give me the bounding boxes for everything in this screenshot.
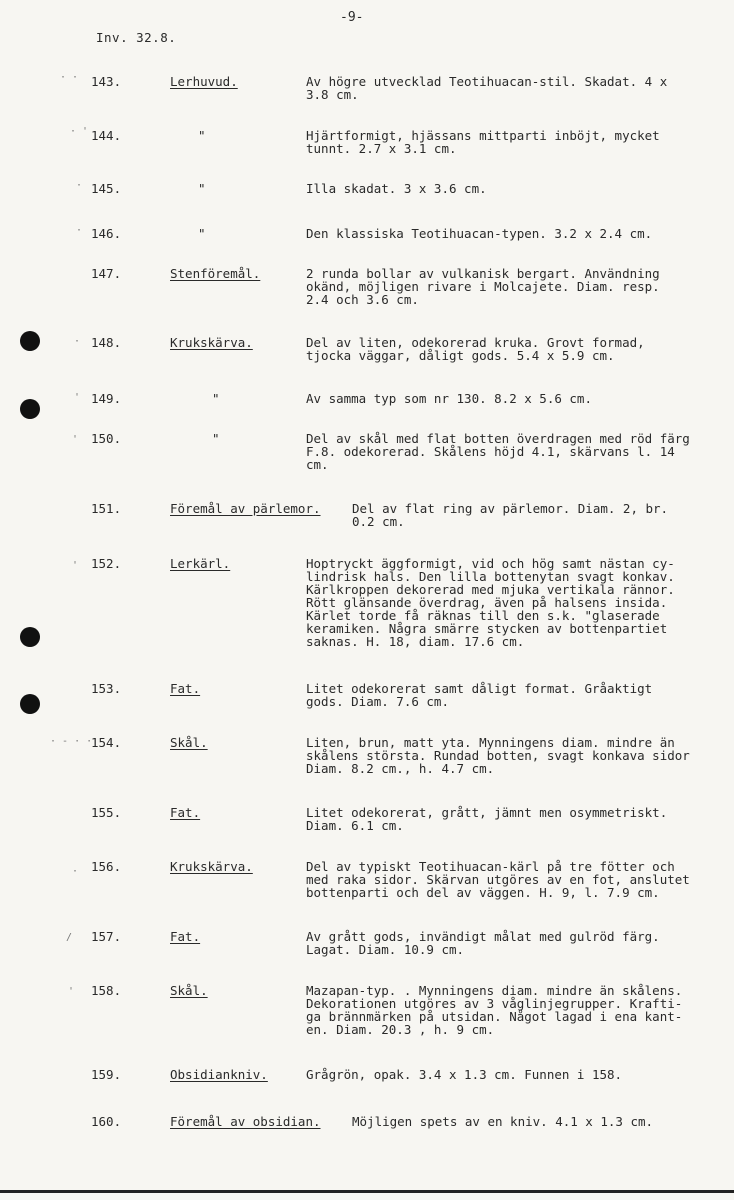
entry-description: Del av skål med flat botten överdragen med röd färg F.8. odekorerad. Skålens höjd 4.1, skärvans l. 14 cm.	[306, 431, 690, 472]
entry-number: 147.	[91, 266, 122, 281]
entry-number: 152.	[91, 556, 122, 571]
entry-number: 153.	[91, 681, 122, 696]
entry-title: Fat.	[170, 681, 201, 696]
inventory-reference: Inv. 32.8.	[96, 30, 177, 45]
entry-title: Föremål av obsidian.	[170, 1114, 321, 1129]
entry-description: Hoptryckt äggformigt, vid och hög samt nästan cy- lindrisk hals. Den lilla bottenytan svagt konkav. Kärlkroppen dekorerad med mjuka vertikala rännor. Rött glänsande överdrag, även på halsens insida. Kärlet torde få räknas till den s.k. "glaserade keramiken. Några smärre stycken av bottenpartiet saknas. H. 18, diam. 17.6 cm.	[306, 556, 675, 649]
entry-description: Av högre utvecklad Teotihuacan-stil. Skadat. 4 x 3.8 cm.	[306, 74, 668, 102]
entry-number: 160.	[91, 1114, 122, 1129]
punch-hole	[20, 399, 40, 419]
entry-number: 154.	[91, 735, 122, 750]
entry-number: 143.	[91, 74, 122, 89]
entry-number: 159.	[91, 1067, 122, 1082]
margin-mark: '	[72, 560, 79, 571]
entry-description: Liten, brun, matt yta. Mynningens diam. mindre än skålens största. Rundad botten, svagt konkava sidor Diam. 8.2 cm., h. 4.7 cm.	[306, 735, 690, 776]
page-bottom-edge	[0, 1190, 734, 1193]
entry-description: Av samma typ som nr 130. 8.2 x 5.6 cm.	[306, 391, 592, 406]
entry-description: Mazapan-typ. . Mynningens diam. mindre än skålens. Dekorationen utgöres av 3 våglinjegrupper. Krafti- ga brännmärken på utsidan. Något lagad i ena kant- en. Diam. 20.3 , h. 9 cm.	[306, 983, 683, 1037]
entry-title: Skål.	[170, 735, 208, 750]
punch-hole	[20, 694, 40, 714]
punch-hole	[20, 331, 40, 351]
margin-mark: · ·	[60, 72, 79, 83]
entry-description: Möjligen spets av en kniv. 4.1 x 1.3 cm.	[352, 1114, 654, 1129]
ditto-mark: "	[198, 181, 206, 196]
entry-description: Del av flat ring av pärlemor. Diam. 2, br. 0.2 cm.	[352, 501, 669, 529]
entry-title: Fat.	[170, 929, 201, 944]
entry-title: Föremål av pärlemor.	[170, 501, 321, 516]
entry-number: 158.	[91, 983, 122, 998]
ditto-mark: "	[212, 391, 220, 406]
entry-title: Obsidiankniv.	[170, 1067, 268, 1082]
margin-mark: ·	[72, 866, 79, 877]
entry-title: Lerkärl.	[170, 556, 231, 571]
entry-number: 148.	[91, 335, 122, 350]
margin-mark: '	[74, 392, 81, 403]
entry-title: Krukskärva.	[170, 335, 253, 350]
entry-description: Del av liten, odekorerad kruka. Grovt formad, tjocka väggar, dåligt gods. 5.4 x 5.9 cm.	[306, 335, 645, 363]
entry-title: Stenföremål.	[170, 266, 261, 281]
entry-number: 156.	[91, 859, 122, 874]
margin-mark: ·	[74, 336, 81, 347]
entry-description: 2 runda bollar av vulkanisk bergart. Användning okänd, möjligen rivare i Molcajete. Diam. resp. 2.4 och 3.6 cm.	[306, 266, 660, 307]
entry-number: 155.	[91, 805, 122, 820]
ditto-mark: "	[198, 128, 206, 143]
entry-description: Den klassiska Teotihuacan-typen. 3.2 x 2.4 cm.	[306, 226, 653, 241]
entry-description: Hjärtformigt, hjässans mittparti inböjt, mycket tunnt. 2.7 x 3.1 cm.	[306, 128, 660, 156]
entry-description: Grågrön, opak. 3.4 x 1.3 cm. Funnen i 158.	[306, 1067, 623, 1082]
margin-mark: · '	[70, 126, 89, 137]
entry-number: 157.	[91, 929, 122, 944]
margin-mark: · - · ·	[50, 736, 93, 747]
entry-title: Skål.	[170, 983, 208, 998]
entry-number: 144.	[91, 128, 122, 143]
ditto-mark: "	[212, 431, 220, 446]
punch-hole	[20, 627, 40, 647]
entry-number: 146.	[91, 226, 122, 241]
margin-mark: /	[66, 932, 73, 943]
margin-mark: ·	[76, 225, 83, 236]
page-number: -9-	[340, 10, 364, 25]
entry-number: 151.	[91, 501, 122, 516]
entry-number: 150.	[91, 431, 122, 446]
margin-mark: '	[72, 434, 79, 445]
entry-number: 149.	[91, 391, 122, 406]
entry-description: Av grått gods, invändigt målat med gulröd färg. Lagat. Diam. 10.9 cm.	[306, 929, 660, 957]
ditto-mark: "	[198, 226, 206, 241]
entry-description: Litet odekorerat, grått, jämnt men osymmetriskt. Diam. 6.1 cm.	[306, 805, 668, 833]
entry-title: Fat.	[170, 805, 201, 820]
margin-mark: '	[68, 986, 75, 997]
entry-title: Krukskärva.	[170, 859, 253, 874]
entry-description: Illa skadat. 3 x 3.6 cm.	[306, 181, 487, 196]
entry-description: Del av typiskt Teotihuacan-kärl på tre fötter och med raka sidor. Skärvan utgöres av en fot, anslutet bottenparti och del av väggen. H. 9, l. 7.9 cm.	[306, 859, 690, 900]
entry-description: Litet odekorerat samt dåligt format. Gråaktigt gods. Diam. 7.6 cm.	[306, 681, 653, 709]
entry-title: Lerhuvud.	[170, 74, 238, 89]
margin-mark: ·	[76, 180, 83, 191]
entry-number: 145.	[91, 181, 122, 196]
